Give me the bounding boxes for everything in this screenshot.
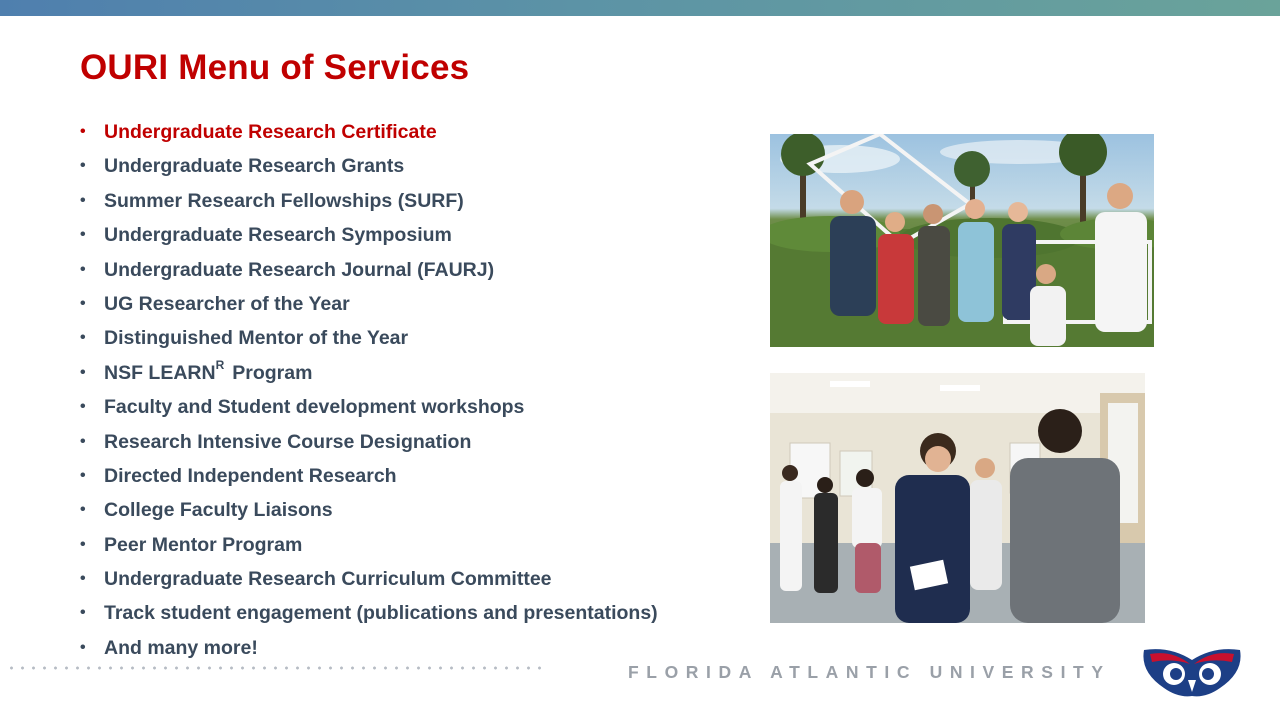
students-field-research-photo [770, 134, 1154, 347]
services-list [80, 116, 720, 666]
list-item: • Directed Independent Research [80, 460, 720, 494]
list-item: • Track student engagement (publications and presentations) [80, 597, 720, 631]
list-item: • Undergraduate Research Journal (FAURJ) [80, 254, 720, 288]
list-item: • Undergraduate Research Curriculum Committee [80, 563, 720, 597]
list-item: • NSF $LEARN^R$ Program [80, 357, 720, 391]
superscript-r: R [215, 358, 225, 373]
fau-owl-logo-icon [1140, 642, 1244, 698]
symposium-photo-illustration [770, 373, 1145, 623]
list-item: • Undergraduate Research Symposium [80, 219, 720, 253]
field-photo-illustration [770, 134, 1154, 347]
list-item: • Research Intensive Course Designation [80, 426, 720, 460]
dotted-divider [6, 665, 546, 671]
university-wordmark: FLORIDA ATLANTIC UNIVERSITY [628, 662, 1111, 682]
list-item: • Undergraduate Research Certificate [80, 116, 720, 150]
list-item: • Distinguished Mentor of the Year [80, 322, 720, 356]
research-symposium-poster-hall-photo [770, 373, 1145, 623]
page-title: OURI Menu of Services [80, 48, 470, 87]
list-item: • UG Researcher of the Year [80, 288, 720, 322]
list-item: • Faculty and Student development workshops [80, 391, 720, 425]
list-item: • Peer Mentor Program [80, 529, 720, 563]
list-item: • Summer Research Fellowships (SURF) [80, 185, 720, 219]
list-item: • Undergraduate Research Grants [80, 150, 720, 184]
list-item: • College Faculty Liaisons [80, 494, 720, 528]
list-item: • And many more! [80, 632, 720, 666]
top-accent-bar [0, 0, 1280, 16]
